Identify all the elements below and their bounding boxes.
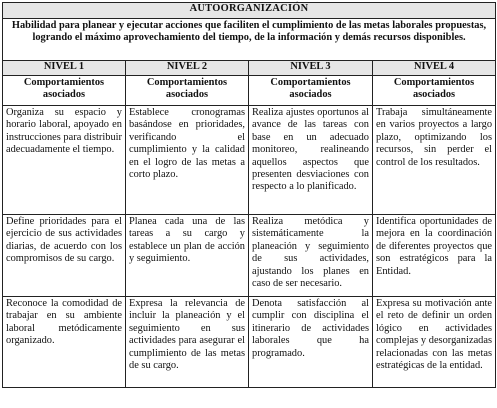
level-header-4: NIVEL 4: [373, 61, 496, 76]
associated-behaviors-label-2: Comportamientos asociados: [126, 76, 249, 106]
behavior-cell: Realiza metódica y sistemáticamente la planeación y seguimiento de sus actividades, ajustando los planes en caso de ser necesario.: [249, 215, 373, 297]
table-row: [3, 297, 496, 388]
behavior-cell: Expresa la relevancia de incluir la planeación y el seguimiento en sus actividades para asegurar el cumplimiento de las metas de su cargo.: [126, 297, 249, 388]
behavior-cell: Expresa su motivación ante el reto de definir un orden lógico en actividades complejas y desorganizadas relacionadas con las metas estratégicas de la entidad.: [373, 297, 496, 388]
level-header-3: NIVEL 3: [249, 61, 373, 76]
behavior-cell: Reconoce la comodidad de trabajar en su ambiente laboral metódicamente organizado.: [3, 297, 126, 388]
competency-definition: Habilidad para planear y ejecutar acciones que faciliten el cumplimiento de las metas laborales propuestas, logrando el máximo aprovechamiento del tiempo, de la información y demás recursos disponibles.: [3, 19, 496, 61]
behavior-cell: Realiza ajustes oportunos al avance de las tareas con base en un adecuado monitoreo, realineando aquellos aspectos que presenten desviaciones con respecto a lo planificado.: [249, 106, 373, 215]
associated-behaviors-label-4: Comportamientos asociados: [373, 76, 496, 106]
competency-table: [2, 2, 496, 388]
table-row: [3, 215, 496, 297]
level-header-2: NIVEL 2: [126, 61, 249, 76]
behavior-cell: Define prioridades para el ejercicio de sus actividades diarias, de acuerdo con los compromisos de su cargo.: [3, 215, 126, 297]
associated-behaviors-label-1: Comportamientos asociados: [3, 76, 126, 106]
behavior-cell: Planea cada una de las tareas a su cargo y establece un plan de acción y seguimiento.: [126, 215, 249, 297]
behavior-cell: Organiza su espacio y horario laboral, apoyado en instrucciones para distribuir adecuadamente el tiempo.: [3, 106, 126, 215]
competency-title: AUTOORGANIZACIÓN: [3, 3, 496, 19]
behavior-cell: Trabaja simultáneamente en varios proyectos a largo plazo, optimizando los recursos, sin perder el control de los resultados.: [373, 106, 496, 215]
behavior-cell: Identifica oportunidades de mejora en la coordinación de diferentes proyectos que son estratégicos para la Entidad.: [373, 215, 496, 297]
table-row: [3, 106, 496, 215]
behavior-cell: Establece cronogramas basándose en prioridades, verificando el cumplimiento y la calidad en el logro de las metas a corto plazo.: [126, 106, 249, 215]
associated-behaviors-label-3: Comportamientos asociados: [249, 76, 373, 106]
level-header-1: NIVEL 1: [3, 61, 126, 76]
behavior-cell: Denota satisfacción al cumplir con disciplina el itinerario de actividades laborales que ha programado.: [249, 297, 373, 388]
